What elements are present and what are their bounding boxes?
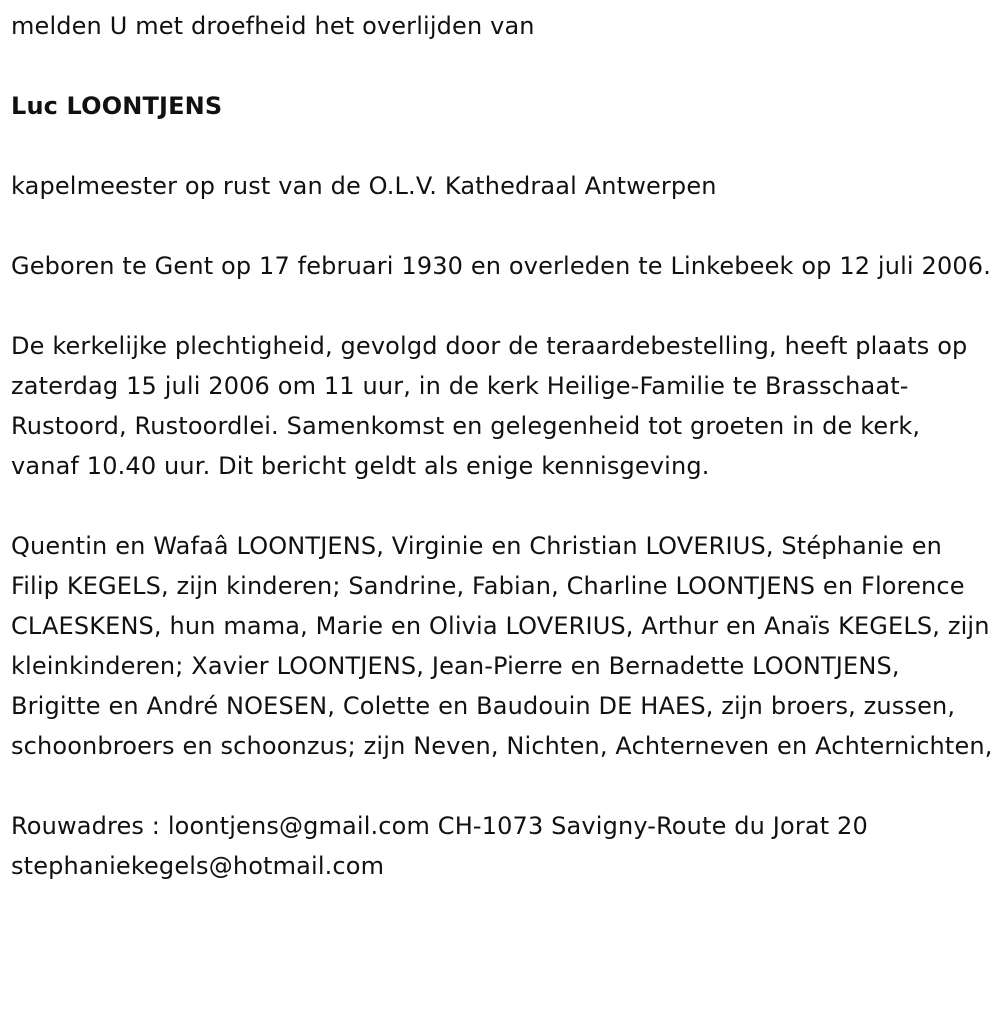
- ceremony-text: De kerkelijke plechtigheid, gevolgd door de teraardebestelling, heeft plaats op zaterdag 15 juli 2006 om 11 uur, in de kerk Heilige-Familie te Brasschaat-Rustoord, Rustoordlei. Samenkomst en gelegenheid tot groeten in de kerk, vanaf 10.40 uur. Dit bericht geldt als enige kennisgeving.: [11, 332, 968, 480]
- deceased-title: kapelmeester op rust van de O.L.V. Kathedraal Antwerpen: [11, 172, 717, 200]
- deceased-name: Luc LOONTJENS: [11, 92, 223, 120]
- birth-death-text: Geboren te Gent op 17 februari 1930 en overleden te Linkebeek op 12 juli 2006.: [11, 252, 991, 280]
- death-notice: [11, 6, 995, 886]
- mourning-address: Rouwadres : loontjens@gmail.com CH-1073 Savigny-Route du Jorat 20 stephaniekegels@hotmail.com: [11, 812, 868, 880]
- intro-text: melden U met droefheid het overlijden van: [11, 12, 535, 40]
- family-text: Quentin en Wafaâ LOONTJENS, Virginie en Christian LOVERIUS, Stéphanie en Filip KEGELS, zijn kinderen; Sandrine, Fabian, Charline LOONTJENS en Florence CLAESKENS, hun mama, Marie en Olivia LOVERIUS, Arthur en Anaïs KEGELS, zijn kleinkinderen; Xavier LOONTJENS, Jean-Pierre en Bernadette LOONTJENS, Brigitte en André NOESEN, Colette en Baudouin DE HAES, zijn broers, zussen, schoonbroers en schoonzus; zijn Neven, Nichten, Achterneven en Achternichten,: [11, 532, 993, 760]
